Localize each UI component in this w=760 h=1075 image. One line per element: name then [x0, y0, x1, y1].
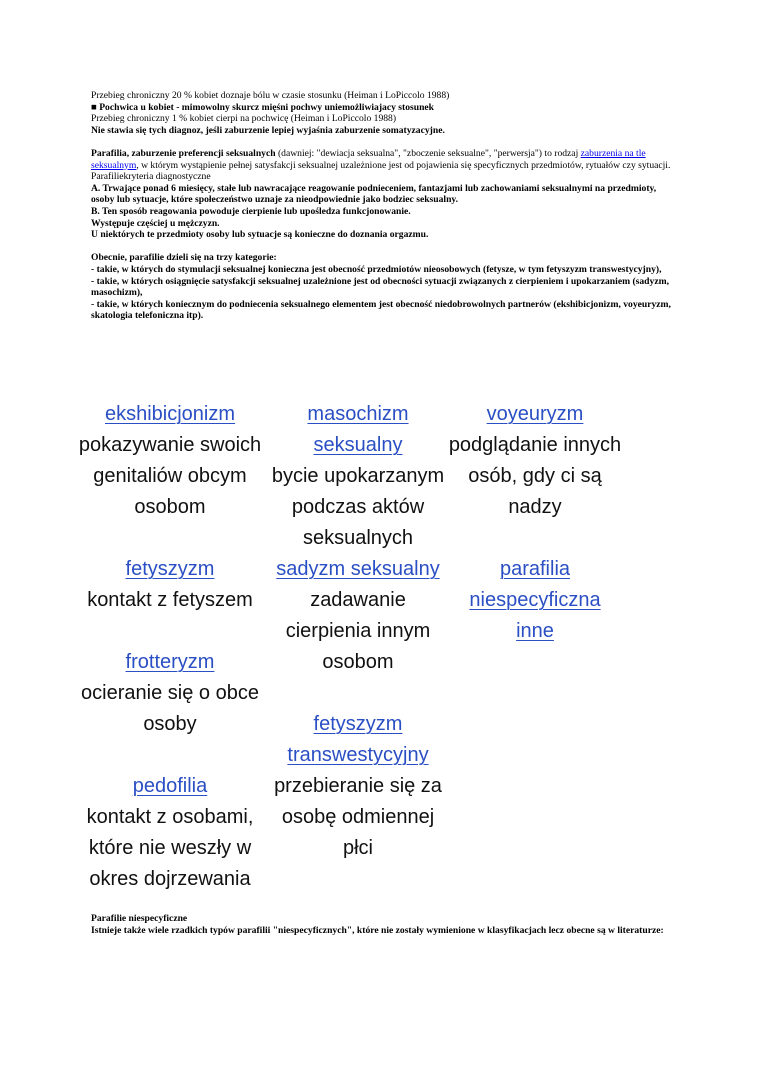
definition-term: Parafilia, zaburzenie preferencji seksualnych — [91, 147, 276, 159]
document-text-top — [91, 90, 671, 322]
diagram-column-1 — [60, 399, 280, 895]
criteria-heading: Parafiliekryteria diagnostyczne — [91, 171, 211, 183]
term-description: osoby — [143, 713, 197, 735]
term-description: podglądanie innych — [448, 434, 622, 456]
term-description: podczas aktów — [291, 496, 425, 518]
sexual-disorders-link[interactable]: zaburzenia na tle seksualnym — [91, 147, 646, 171]
term-description: cierpienia innym — [285, 620, 431, 642]
term-masochizm: masochizm — [307, 403, 409, 425]
intro-line: Nie stawia się tych diagnoz, jeśli zaburzenie lepiej wyjaśnia zaburzenie somatyzacyjne. — [91, 124, 445, 136]
term-parafilia-niespecyficzna: niespecyficzna — [469, 589, 601, 611]
term-description: które nie weszły w — [88, 837, 252, 859]
term-pedofilia: pedofilia — [132, 775, 208, 797]
term-description: przebieranie się za — [274, 775, 442, 797]
intro-line: ■ Pochwica u kobiet - mimowolny skurcz mięśni pochwy uniemożliwiajacy stosunek — [91, 101, 435, 113]
term-parafilia-niespecyficzna: parafilia — [499, 558, 571, 580]
term-description: osobom — [134, 496, 206, 518]
term-masochizm: seksualny — [313, 434, 403, 456]
term-fetyszyzm-transwestycyjny: fetyszyzm — [313, 713, 403, 735]
term-description: ocieranie się o obce — [81, 682, 259, 704]
term-description: kontakt z fetyszem — [87, 589, 253, 611]
term-fetyszyzm-transwestycyjny: transwestycyjny — [287, 744, 429, 766]
term-description: seksualnych — [302, 527, 414, 549]
definition-text: (dawniej: "dewiacja seksualna", "zboczenie seksualne", "perwersja") to rodzaj — [275, 147, 581, 159]
intro-line: Przebieg chroniczny 1 % kobiet cierpi na pochwicę (Heiman i LoPiccolo 1988) — [91, 113, 397, 125]
term-description: zadawanie — [310, 589, 406, 611]
term-description: bycie upokarzanym — [271, 465, 445, 487]
term-description: osobę odmiennej — [281, 806, 435, 828]
term-sadyzm: sadyzm seksualny — [276, 558, 440, 580]
categories-heading: Obecnie, parafilie dzieli się na trzy kategorie: — [91, 252, 277, 264]
term-description: płci — [342, 837, 373, 859]
intro-line: Przebieg chroniczny 20 % kobiet doznaje bólu w czasie stosunku (Heiman i LoPiccolo 1988) — [91, 90, 450, 101]
term-ekshibicjonizm: ekshibicjonizm — [104, 403, 236, 425]
criteria-note: U niektórych te przedmioty osoby lub sytuacje są konieczne do doznania orgazmu. — [91, 229, 429, 241]
diagram-column-3 — [425, 399, 645, 647]
criterion-b: B. Ten sposób reagowania powoduje cierpienie lub upośledza funkcjonowanie. — [91, 205, 411, 217]
definition-text: , w którym wystąpienie pełnej satysfakcji seksualnej uzależnione jest od pojawienia się specyficznych przedmiotów, rytuałów czy sytuacji. — [136, 159, 671, 171]
document-text-bottom — [91, 913, 671, 936]
term-parafilia-niespecyficzna: inne — [516, 620, 554, 642]
category-item: - takie, w których koniecznym do podniecenia seksualnego elementem jest obecność niedobrowolnych partnerów (ekshibicjonizm, voyeuryzm, skatologia telefoniczna itp). — [91, 298, 671, 322]
term-description: nadzy — [508, 496, 562, 518]
category-item: - takie, w których osiągnięcie satysfakcji seksualnej uzależnione jest od obecności sytuacji związanych z cierpieniem i upokarzaniem (sadyzm, masochizm), — [91, 275, 669, 299]
criterion-a: A. Trwające ponad 6 miesięcy, stałe lub nawracające reagowanie podnieceniem, fantazjami lub zachowaniami seksualnymi na przedmioty, osoby lub sytuacje, które społeczeństwo uznaje za nieodpowiednie jako bodziec seksualny. — [91, 182, 657, 206]
term-description: osób, gdy ci są — [468, 465, 602, 487]
term-description: pokazywanie swoich — [78, 434, 262, 456]
nonspecific-text: Istnieje także wiele rzadkich typów parafilii "niespecyficznych", które nie zostały wymienione w klasyfikacjach lecz obecne są w literaturze: — [91, 924, 664, 936]
term-voyeuryzm: voyeuryzm — [486, 403, 584, 425]
term-description: kontakt z osobami, — [86, 806, 254, 828]
criteria-note: Występuje częściej u mężczyzn. — [91, 217, 220, 229]
term-description: okres dojrzewania — [89, 868, 251, 890]
nonspecific-heading: Parafilie niespecyficzne — [91, 913, 188, 924]
category-item: - takie, w których do stymulacji seksualnej konieczna jest obecność przedmiotów nieosobowych (fetysze, w tym fetyszyzm transwestycyjny), — [91, 263, 662, 275]
definition-paragraph — [91, 148, 671, 171]
term-description: osobom — [322, 651, 394, 673]
term-frotteryzm: frotteryzm — [125, 651, 215, 673]
term-fetyszyzm: fetyszyzm — [125, 558, 215, 580]
term-description: genitaliów obcym — [93, 465, 247, 487]
